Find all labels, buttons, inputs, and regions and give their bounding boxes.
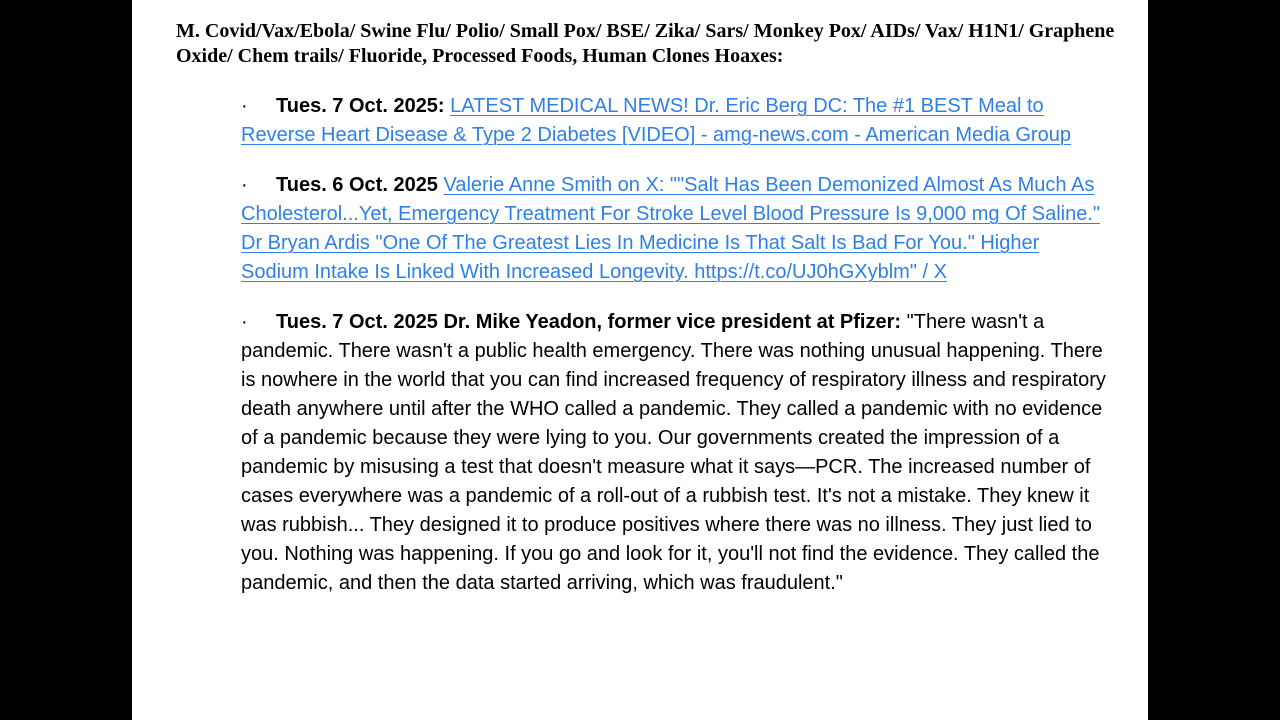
item-date: Tues. 6 Oct. 2025 xyxy=(276,174,438,196)
item-date: Tues. 7 Oct. 2025 Dr. Mike Yeadon, former vice president at Pfizer: xyxy=(276,311,902,333)
list-item xyxy=(241,308,1111,598)
article-link-eric-berg[interactable]: LATEST MEDICAL NEWS! Dr. Eric Berg DC: The #1 BEST Meal to Reverse Heart Disease & Type 2 Diabetes [VIDEO] - amg-news.com - American Media Group xyxy=(241,95,1071,146)
item-date: Tues. 7 Oct. 2025: xyxy=(276,95,445,117)
bullet-marker: · xyxy=(241,311,248,333)
quote-text: "There wasn't a pandemic. There wasn't a public health emergency. There was nothing unusual happening. There is nowhere in the world that you can find increased frequency of respiratory illness and respiratory death anywhere until after the WHO called a pandemic. They called a pandemic with no evidence of a pandemic because they were lying to you. Our governments created the impression of a pandemic by misusing a test that doesn't measure what it says—PCR. The increased number of cases everywhere was a pandemic of a roll-out of a rubbish test. It's not a mistake. They knew it was rubbish... They designed it to produce positives where there was no illness. They just lied to you. Nothing was happening. If you go and look for it, you'll not find the evidence. They called the pandemic, and then the data started arriving, which was fraudulent." xyxy=(241,311,1106,594)
bullet-marker: · xyxy=(241,95,248,117)
section-heading: M. Covid/Vax/Ebola/ Swine Flu/ Polio/ Small Pox/ BSE/ Zika/ Sars/ Monkey Pox/ AIDs/ Vax/ H1N1/ Graphene Oxide/ Chem trails/ Fluoride, Processed Foods, Human Clones Hoaxes: xyxy=(176,20,1115,67)
list-item xyxy=(241,92,1111,150)
news-list xyxy=(241,92,1111,619)
list-item xyxy=(241,171,1111,287)
article-link-valerie-anne-smith[interactable]: Valerie Anne Smith on X: ""Salt Has Been Demonized Almost As Much As Cholesterol...Yet, Emergency Treatment For Stroke Level Blood Pressure Is 9,000 mg Of Saline." Dr Bryan Ardis "One Of The Greatest Lies In Medicine Is That Salt Is Bad For You." Higher Sodium Intake Is Linked With Increased Longevity. https://t.co/UJ0hGXyblm" / X xyxy=(241,174,1100,283)
document-page xyxy=(132,0,1148,720)
bullet-marker: · xyxy=(241,174,248,196)
